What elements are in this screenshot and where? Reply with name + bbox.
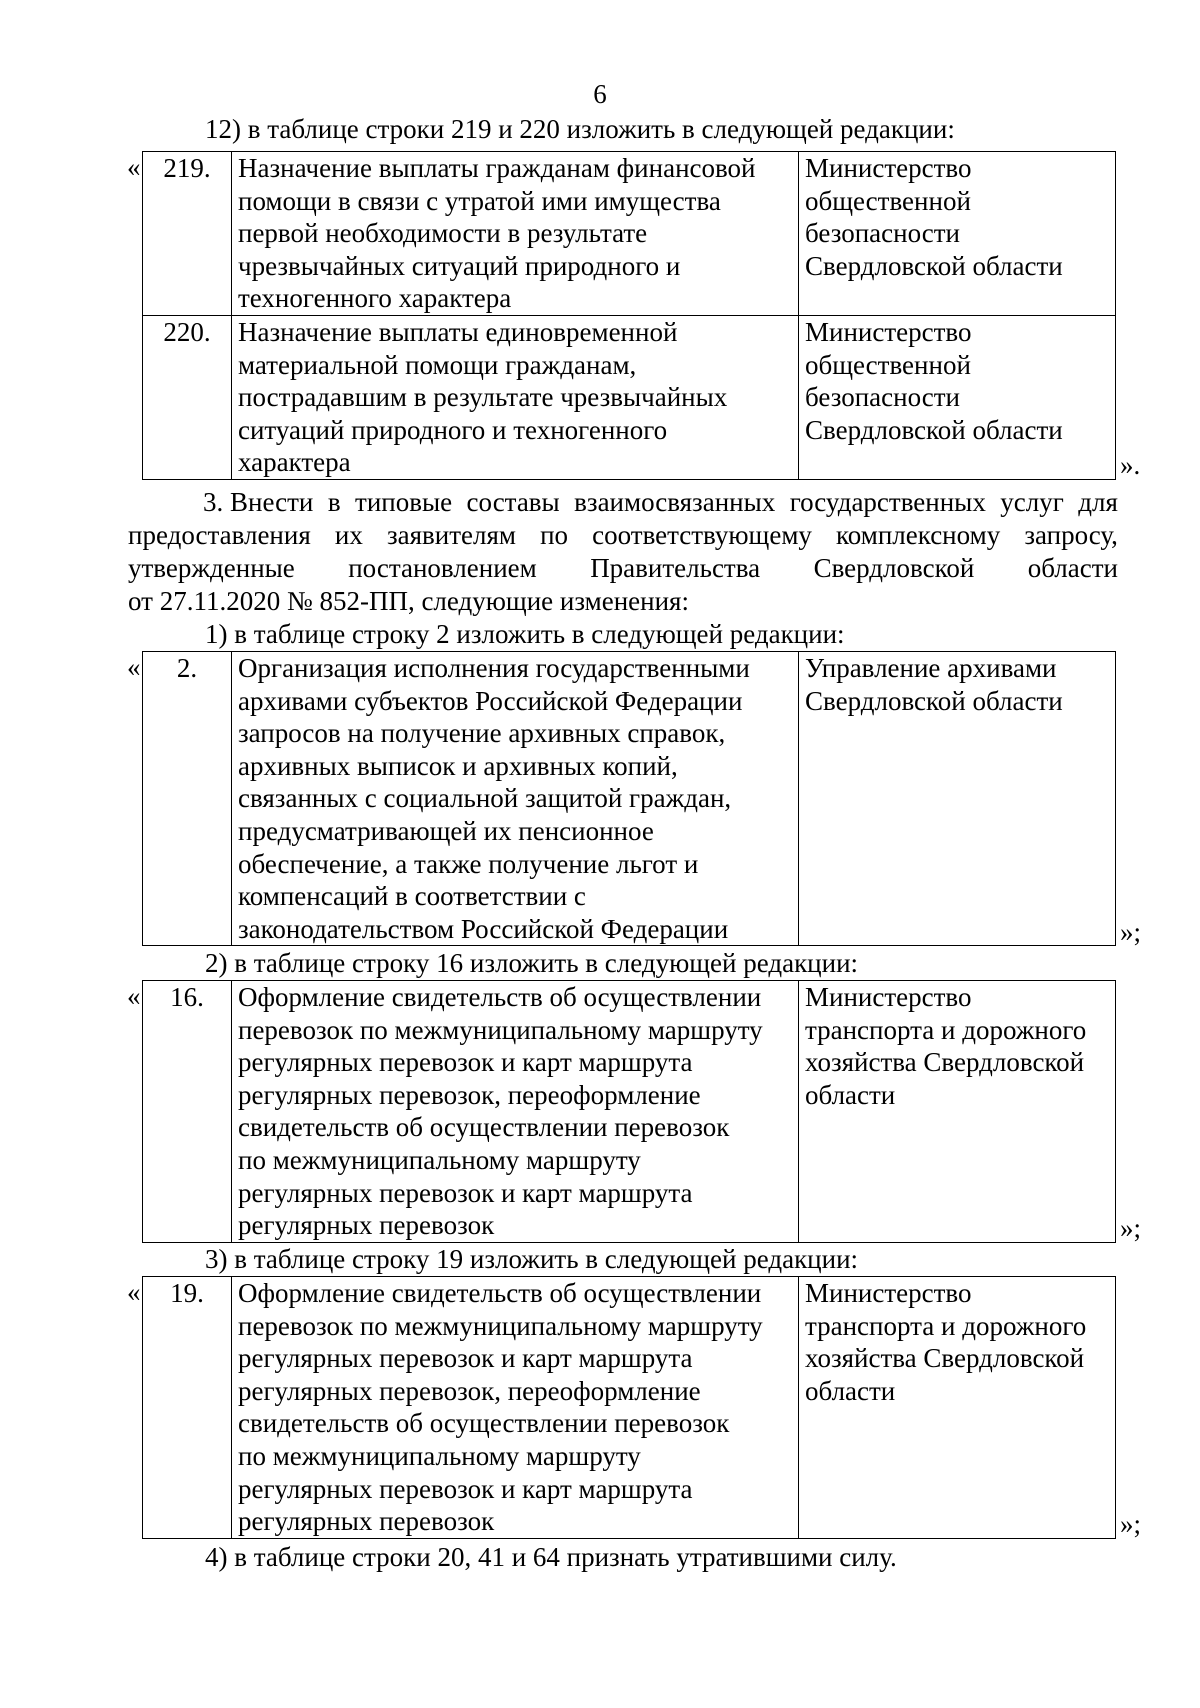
close-quote: ». — [1120, 450, 1141, 480]
service-description: Оформление свидетельств об осуществлении перевозок по межмуниципальному маршруту регулярных перевозок и карт маршрута регулярных перевозок, переоформление свидетельств об осуществлении перевозок по межмуниципальному маршруту регулярных перевозок и карт маршрута регулярных перевозок — [232, 1277, 799, 1539]
responsible-body: Министерство общественной безопасности Свердловской области — [799, 152, 1116, 316]
service-description: Назначение выплаты гражданам финансовой помощи в связи с утратой ими имущества первой необходимости в результате чрезвычайных ситуаций природного и техногенного характера — [232, 152, 799, 316]
amendment-table-1 — [142, 151, 1116, 480]
service-description: Организация исполнения государственными архивами субъектов Российской Федерации запросов на получение архивных справок, архивных выписок и архивных копий, связанных с социальной защитой граждан, предусматривающей их пенсионное обеспечение, а также получение льгот и компенсаций в соответствии с законодательством Российской Федерации — [232, 652, 799, 946]
row-number: 220. — [143, 315, 232, 479]
paragraph-3-line-3: утвержденные постановлением Правительства Свердловской области — [128, 553, 1118, 583]
amendment-table-4 — [142, 1276, 1116, 1539]
row-number: 219. — [143, 152, 232, 316]
item-2-intro: 2) в таблице строку 16 изложить в следующей редакции: — [205, 948, 859, 978]
table-row — [143, 652, 1116, 946]
row-number: 19. — [143, 1277, 232, 1539]
amendment-table-2 — [142, 651, 1116, 946]
paragraph-3-line-1: 3. Внести в типовые составы взаимосвязанных государственных услуг для — [203, 487, 1118, 517]
open-quote: « — [127, 981, 141, 1011]
row-number: 16. — [143, 981, 232, 1243]
close-quote: »; — [1120, 917, 1142, 947]
paragraph-3-line-4: от 27.11.2020 № 852-ПП, следующие изменения: — [128, 586, 689, 616]
table-row — [143, 1277, 1116, 1539]
responsible-body: Министерство транспорта и дорожного хозяйства Свердловской области — [799, 1277, 1116, 1539]
close-quote: »; — [1120, 1213, 1142, 1243]
service-description: Оформление свидетельств об осуществлении перевозок по межмуниципальному маршруту регулярных перевозок и карт маршрута регулярных перевозок, переоформление свидетельств об осуществлении перевозок по межмуниципальному маршруту регулярных перевозок и карт маршрута регулярных перевозок — [232, 981, 799, 1243]
item-4: 4) в таблице строки 20, 41 и 64 признать утратившими силу. — [205, 1542, 897, 1572]
responsible-body: Управление архивами Свердловской области — [799, 652, 1116, 946]
service-description: Назначение выплаты единовременной материальной помощи гражданам, пострадавшим в результате чрезвычайных ситуаций природного и техногенного характера — [232, 315, 799, 479]
table-row — [143, 315, 1116, 479]
item-3-intro: 3) в таблице строку 19 изложить в следующей редакции: — [205, 1244, 859, 1274]
responsible-body: Министерство общественной безопасности Свердловской области — [799, 315, 1116, 479]
close-quote: »; — [1120, 1509, 1142, 1539]
open-quote: « — [127, 1277, 141, 1307]
amendment-table-3 — [142, 980, 1116, 1243]
table-row — [143, 981, 1116, 1243]
table-row — [143, 152, 1116, 316]
page-number: 6 — [593, 79, 607, 109]
item-1-intro: 1) в таблице строку 2 изложить в следующей редакции: — [205, 619, 845, 649]
open-quote: « — [127, 152, 141, 182]
row-number: 2. — [143, 652, 232, 946]
responsible-body: Министерство транспорта и дорожного хозяйства Свердловской области — [799, 981, 1116, 1243]
open-quote: « — [127, 652, 141, 682]
paragraph-3-line-2: предоставления их заявителям по соответствующему комплексному запросу, — [128, 520, 1118, 550]
item-12-intro: 12) в таблице строки 219 и 220 изложить в следующей редакции: — [205, 114, 955, 144]
